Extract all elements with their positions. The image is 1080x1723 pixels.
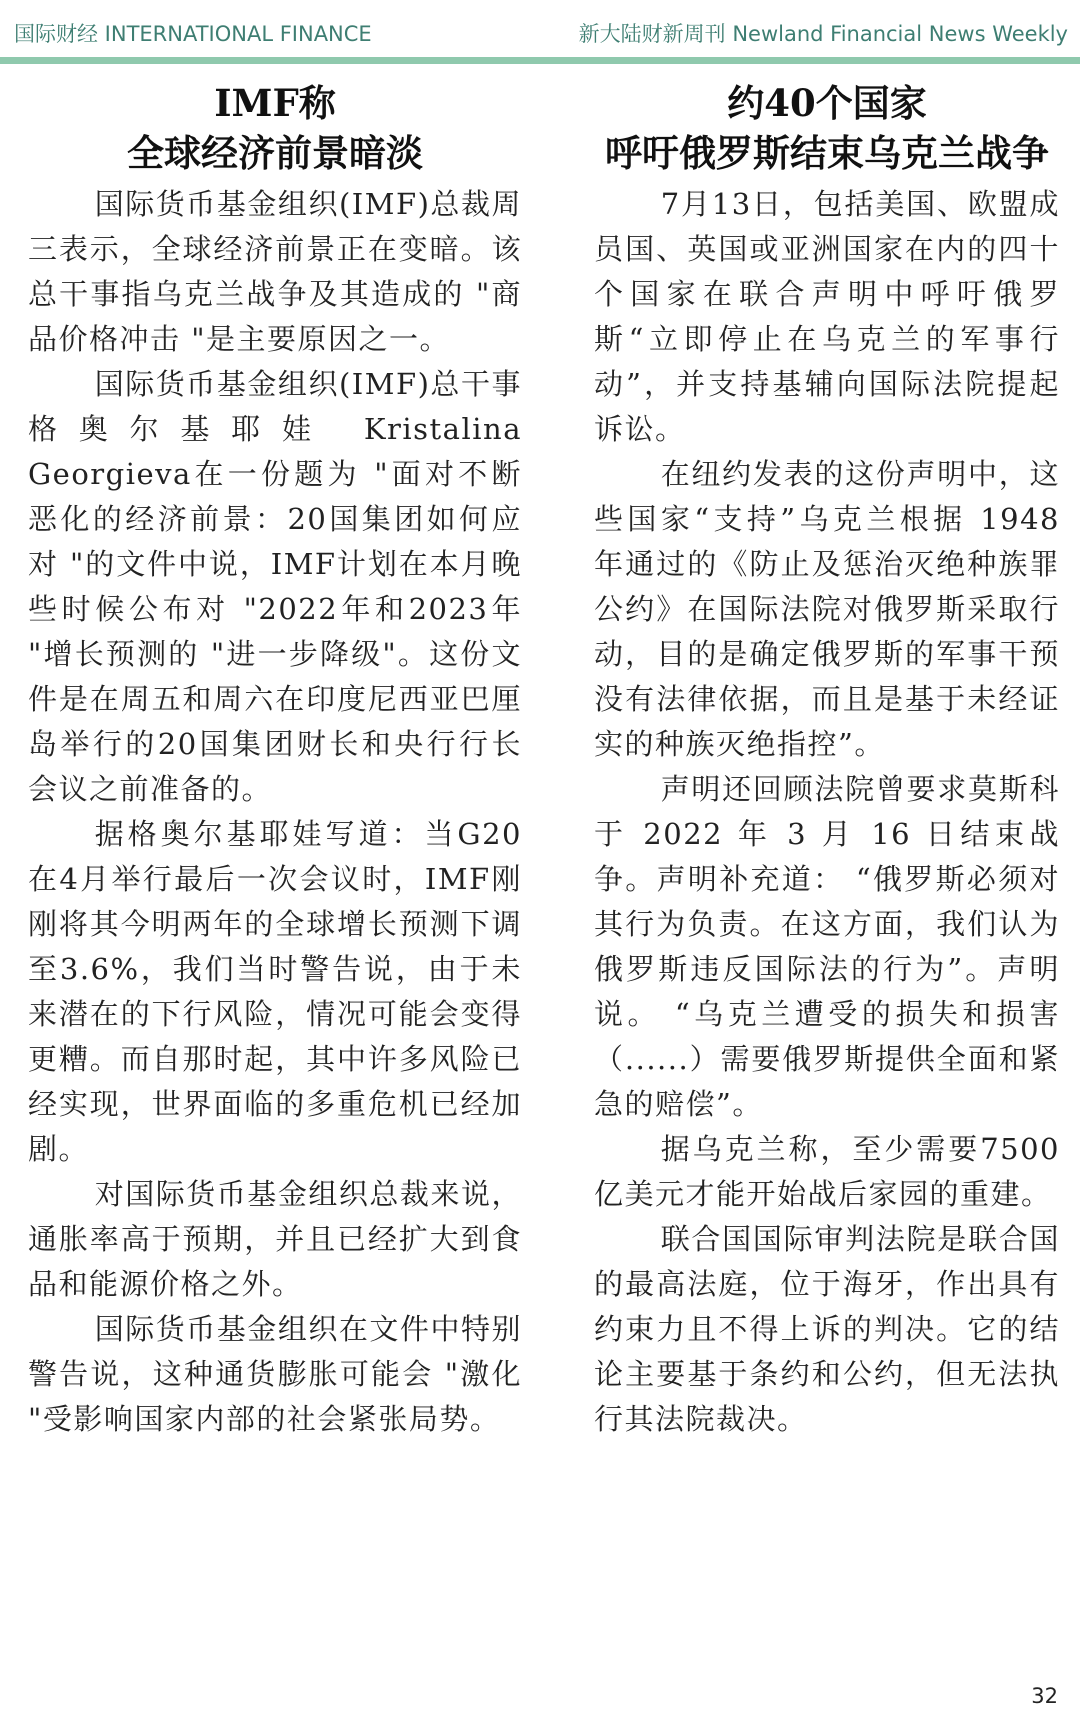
- right-article-title: [594, 78, 1060, 178]
- right-paragraph-2: 在纽约发表的这份声明中，这些国家“支持”乌克兰根据 1948 年通过的《防止及惩治灭绝种族罪公约》在国际法院对俄罗斯采取行动，目的是确定俄罗斯的军事干预没有法律依据，而且是基于未经证实的种族灭绝指控”。: [594, 457, 1060, 761]
- left-title-line-1: IMF称: [214, 81, 336, 125]
- left-paragraph-3: 据格奥尔基耶娃写道：当G20在4月举行最后一次会议时，IMF刚刚将其今明两年的全球增长预测下调至3.6%，我们当时警告说，由于未来潜在的下行风险，情况可能会变得更糟。而自那时起，其中许多风险已经实现，世界面临的多重危机已经加剧。: [28, 817, 522, 1166]
- section-label: 国际财经 INTERNATIONAL FINANCE: [14, 22, 372, 46]
- page-header: [0, 0, 1080, 62]
- right-article: [594, 78, 1060, 1442]
- left-article: [28, 78, 522, 1442]
- right-title-line-1: 约40个国家: [727, 81, 927, 125]
- right-title-line-2: 呼吁俄罗斯结束乌克兰战争: [605, 131, 1049, 175]
- left-article-title: [28, 78, 522, 178]
- left-title-line-2: 全球经济前景暗淡: [127, 131, 423, 175]
- left-paragraph-2: 国际货币基金组织(IMF)总干事格奥尔基耶娃 Kristalina Georgieva在一份题为 "面对不断恶化的经济前景：20国集团如何应对 "的文件中说，IMF计划在本月晚些时候公布对 "2022年和2023年 "增长预测的 "进一步降级"。这份文件是在周五和周六在印度尼西亚巴厘岛举行的20国集团财长和央行行长会议之前准备的。: [28, 367, 522, 806]
- publication-name: 新大陆财新周刊 Newland Financial News Weekly: [578, 22, 1068, 46]
- header-divider: [0, 57, 1080, 64]
- left-paragraph-4: 对国际货币基金组织总裁来说，通胀率高于预期，并且已经扩大到食品和能源价格之外。: [28, 1177, 522, 1301]
- right-paragraph-5: 联合国国际审判法院是联合国的最高法庭，位于海牙，作出具有约束力且不得上诉的判决。它的结论主要基于条约和公约，但无法执行其法院裁决。: [594, 1222, 1060, 1436]
- left-paragraph-1: 国际货币基金组织(IMF)总裁周三表示，全球经济前景正在变暗。该总干事指乌克兰战争及其造成的 "商品价格冲击 "是主要原因之一。: [28, 187, 522, 356]
- right-paragraph-4: 据乌克兰称，至少需要7500亿美元才能开始战后家园的重建。: [594, 1132, 1060, 1211]
- right-paragraph-1: 7月13日，包括美国、欧盟成员国、英国或亚洲国家在内的四十个国家在联合声明中呼吁俄罗斯“立即停止在乌克兰的军事行动”，并支持基辅向国际法院提起诉讼。: [594, 187, 1060, 446]
- page-number: 32: [1031, 1684, 1058, 1708]
- left-paragraph-5: 国际货币基金组织在文件中特别警告说，这种通货膨胀可能会 "激化 "受影响国家内部的社会紧张局势。: [28, 1312, 522, 1436]
- right-paragraph-3: 声明还回顾法院曾要求莫斯科于 2022 年 3 月 16 日结束战争。声明补充道： “俄罗斯必须对其行为负责。在这方面，我们认为俄罗斯违反国际法的行为”。声明说。 “乌克兰遭受的损失和损害（......）需要俄罗斯提供全面和紧急的赔偿”。: [594, 772, 1060, 1121]
